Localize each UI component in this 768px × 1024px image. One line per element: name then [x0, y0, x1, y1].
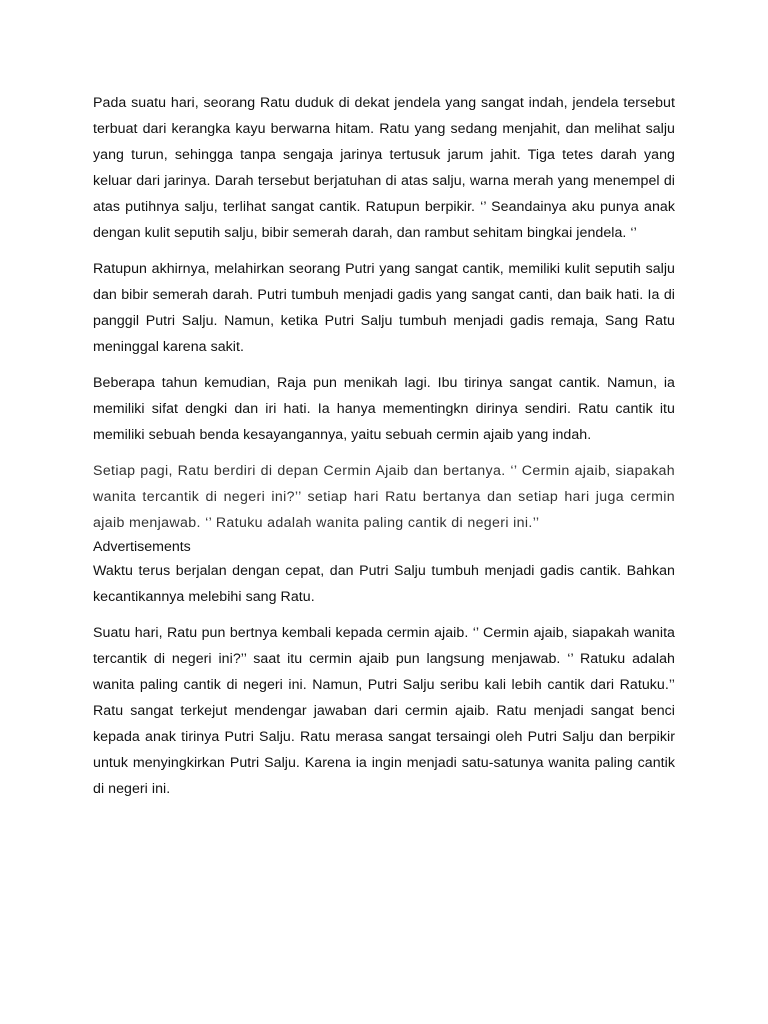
document-page	[93, 90, 675, 812]
paragraph-5: Waktu terus berjalan dengan cepat, dan Putri Salju tumbuh menjadi gadis cantik. Bahkan kecantikannya melebihi sang Ratu.	[93, 563, 675, 605]
paragraph-1: Pada suatu hari, seorang Ratu duduk di dekat jendela yang sangat indah, jendela tersebut terbuat dari kerangka kayu berwarna hitam. Ratu yang sedang menjahit, dan melihat salju yang turun, sehingga tanpa sengaja jarinya tertusuk jarum jahit. Tiga tetes darah yang keluar dari jarinya. Darah tersebut berjatuhan di atas salju, warna merah yang menempel di atas putihnya salju, terlihat sangat cantik. Ratupun berpikir. ‘’ Seandainya aku punya anak dengan kulit seputih salju, bibir semerah darah, dan rambut sehitam bingkai jendela. ‘’	[93, 95, 675, 241]
paragraph-6: Suatu hari, Ratu pun bertnya kembali kepada cermin ajaib. ‘’ Cermin ajaib, siapakah wanita tercantik di negeri ini?’’ saat itu cermin ajaib pun langsung menjawab. ‘’ Ratuku adalah wanita paling cantik di negeri ini. Namun, Putri Salju seribu kali lebih cantik dari Ratuku.’’ Ratu sangat terkejut mendengar jawaban dari cermin ajaib. Ratu menjadi sangat benci kepada anak tirinya Putri Salju. Ratu merasa sangat tersaingi oleh Putri Salju dan berpikir untuk menyingkirkan Putri Salju. Karena ia ingin menjadi satu-satunya wanita paling cantik di negeri ini.	[93, 625, 675, 797]
paragraph-4: Setiap pagi, Ratu berdiri di depan Cermin Ajaib dan bertanya. ‘’ Cermin ajaib, siapakah wanita tercantik di negeri ini?’’ setiap hari Ratu bertanya dan setiap hari juga cermin ajaib menjawab. ‘’ Ratuku adalah wanita paling cantik di negeri ini.’’	[93, 463, 675, 531]
paragraph-3: Beberapa tahun kemudian, Raja pun menikah lagi. Ibu tirinya sangat cantik. Namun, ia memiliki sifat dengki dan iri hati. Ia hanya mementingkn dirinya sendiri. Ratu cantik itu memiliki sebuah benda kesayangannya, yaitu sebuah cermin ajaib yang indah.	[93, 375, 675, 443]
advertisements-label: Advertisements	[93, 539, 191, 555]
paragraph-2: Ratupun akhirnya, melahirkan seorang Putri yang sangat cantik, memiliki kulit seputih salju dan bibir semerah darah. Putri tumbuh menjadi gadis yang sangat canti, dan baik hati. Ia di panggil Putri Salju. Namun, ketika Putri Salju tumbuh menjadi gadis remaja, Sang Ratu meninggal karena sakit.	[93, 261, 675, 355]
